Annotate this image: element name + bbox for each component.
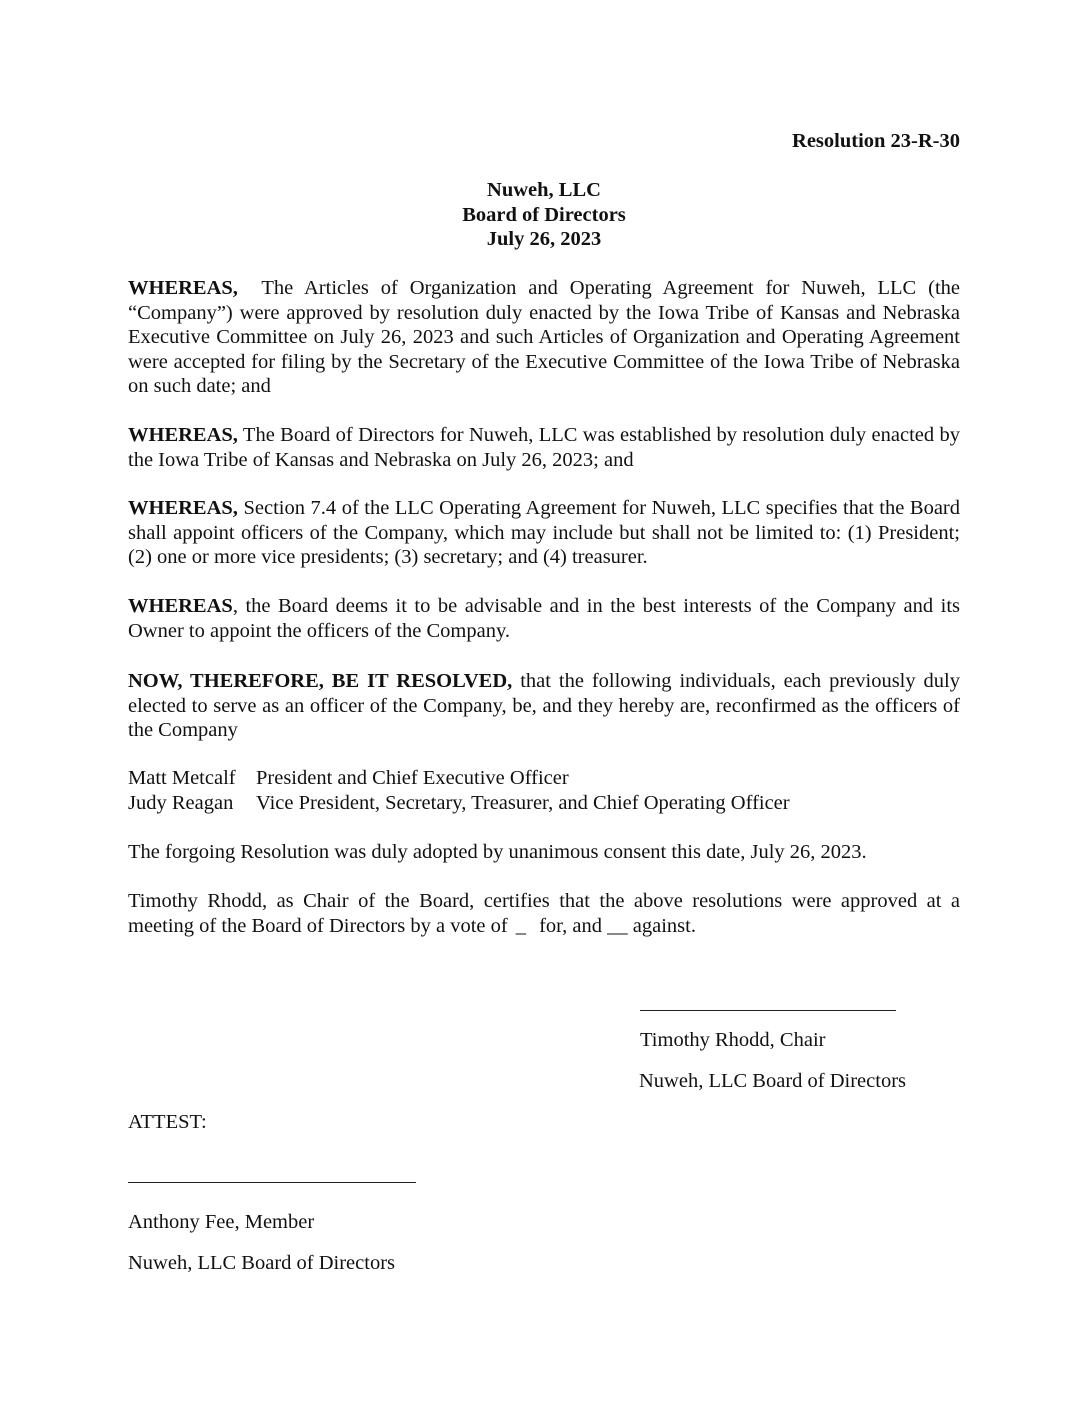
whereas-paragraph-1 [128, 276, 966, 399]
document-heading [128, 178, 960, 252]
certification-paragraph [128, 889, 960, 938]
whereas-paragraph-4 [128, 594, 960, 643]
adoption-statement: The forgoing Resolution was duly adopted by unanimous consent this date, July 26, 2023. [128, 841, 867, 863]
member-board: Nuweh, LLC Board of Directors [128, 1252, 396, 1274]
member-signature-line [128, 1182, 416, 1183]
officer-title: Vice President, Secretary, Treasurer, and Chief Operating Officer [256, 791, 790, 814]
officer-name: Judy Reagan [128, 791, 234, 814]
paragraph-lead: WHEREAS, [128, 424, 238, 446]
board-name: Board of Directors [462, 203, 626, 226]
officers-list [128, 766, 790, 815]
resolved-paragraph [128, 669, 966, 743]
certification-text: Timothy Rhodd, as Chair of the Board, certifies that the above resolutions were approved at a meeting of the Board of Directors by a vote of [128, 890, 960, 937]
paragraph-lead: WHEREAS, [128, 277, 238, 299]
paragraph-text: The Board of Directors for Nuweh, LLC was established by resolution duly enacted by the Iowa Tribe of Kansas and Nebraska on July 26, 2023; and [128, 424, 966, 471]
paragraph-text: Section 7.4 of the LLC Operating Agreement for Nuweh, LLC specifies that the Board shall appoint officers of the Company, which may include but shall not be limited to: (1) President; (2) one or more vice presidents; (3) secretary; and (4) treasurer. [128, 497, 966, 568]
whereas-paragraph-2 [128, 423, 966, 472]
paragraph-text: The Articles of Organization and Operating Agreement for Nuweh, LLC (the “Company”) were approved by resolution duly enacted by the Iowa Tribe of Kansas and Nebraska Executive Committee on July 26, 2023 and such Articles of Organization and Operating Agreement were accepted for filing by the Secretary of the Executive Committee of the Iowa Tribe of Nebraska on such date; and [128, 277, 966, 397]
attest-label: ATTEST: [128, 1111, 207, 1133]
chair-signature-line [640, 1010, 896, 1011]
officer-row [128, 791, 790, 816]
heading-date: July 26, 2023 [486, 228, 602, 250]
officer-name: Matt Metcalf [128, 767, 236, 789]
member-name: Anthony Fee, Member [128, 1211, 315, 1233]
certification-text: for, and [528, 914, 608, 937]
certification-text: against. [627, 914, 696, 937]
paragraph-text: that the following individuals, each previously duly elected to serve as an officer of the Company, be, and they hereby are, reconfirmed as the officers of the Company [128, 670, 966, 741]
votes-for-blank: _ [515, 914, 526, 937]
whereas-paragraph-3 [128, 496, 966, 570]
chair-board: Nuweh, LLC Board of Directors [639, 1070, 907, 1092]
paragraph-lead: WHEREAS, [128, 497, 238, 519]
company-name: Nuweh, LLC [487, 179, 601, 201]
paragraph-lead: NOW, THEREFORE, BE IT RESOLVED, [128, 670, 513, 692]
chair-name: Timothy Rhodd, Chair [640, 1029, 826, 1051]
officer-row [128, 766, 790, 791]
paragraph-lead: WHEREAS [128, 595, 233, 617]
votes-against-blank: __ [607, 914, 628, 937]
paragraph-text: , the Board deems it to be advisable and in the best interests of the Company and its Owner to appoint the officers of the Company. [128, 595, 960, 642]
officer-title: President and Chief Executive Officer [256, 767, 569, 789]
resolution-number: Resolution 23-R-30 [792, 130, 960, 152]
